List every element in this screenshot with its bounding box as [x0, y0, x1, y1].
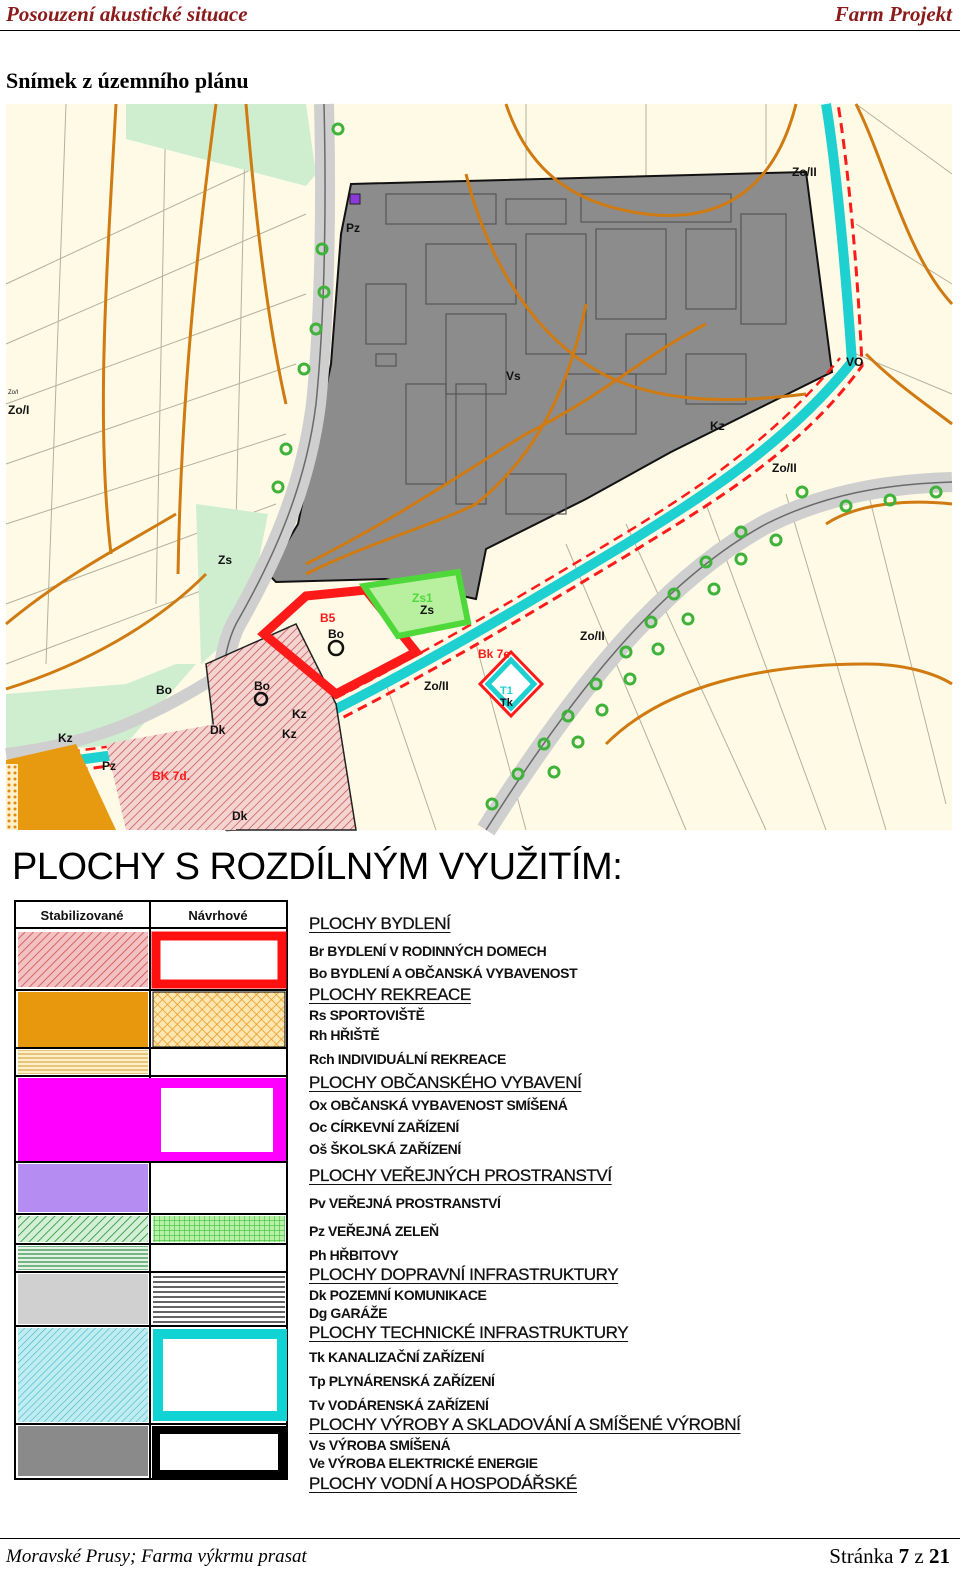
map-label: Zo/II: [792, 165, 817, 179]
zoning-map: [6, 104, 952, 830]
header-document-title: Posouzení akustické situace: [6, 2, 248, 26]
map-label: B5: [320, 611, 336, 625]
legend-category: PLOCHY VÝROBY A SKLADOVÁNÍ A SMÍŠENÉ VÝROBNÍ: [309, 1415, 741, 1434]
header-company-name: Farm Projekt: [834, 2, 952, 26]
map-label: Zo/II: [772, 461, 797, 475]
map-label: Vs: [506, 369, 521, 383]
map-label: Zo/I: [8, 390, 19, 396]
swatch-residential-proposed: [156, 936, 282, 984]
swatch-road-stab: [18, 1274, 148, 1324]
legend-item: Dk POZEMNÍ KOMUNIKACE: [309, 1287, 487, 1303]
swatch-technical-proposed: [158, 1334, 282, 1416]
map-label: Pz: [346, 221, 361, 235]
map-label: Kz: [710, 419, 725, 433]
footer-page-number: Stránka 7 z 21: [829, 1544, 950, 1568]
section-title: Snímek z územního plánu: [6, 68, 249, 93]
swatch-garage: [153, 1274, 285, 1324]
map-label: VO: [846, 355, 864, 369]
swatch-technical-stab: [18, 1328, 148, 1422]
legend-item: Oš ŠKOLSKÁ ZAŘÍZENÍ: [309, 1141, 461, 1157]
legend-item: Pz VEŘEJNÁ ZELEŇ: [309, 1223, 439, 1239]
map-label: Tk: [500, 697, 513, 709]
map-label: Bo: [254, 679, 270, 693]
legend-item: Dg GARÁŽE: [309, 1305, 388, 1321]
swatch-civic-proposed: [161, 1088, 273, 1152]
footer-rule: [0, 1538, 960, 1539]
legend-item: Vs VÝROBA SMÍŠENÁ: [309, 1437, 451, 1453]
legend-item: Oc CÍRKEVNÍ ZAŘÍZENÍ: [309, 1119, 459, 1135]
map-label: Kz: [282, 727, 297, 741]
swatch-production-proposed: [156, 1430, 282, 1474]
swatch-public-space: [18, 1164, 148, 1212]
map-label: Bo: [156, 683, 172, 697]
legend-column-proposed: Návrhové: [188, 908, 248, 923]
map-label: Zo/I: [8, 403, 30, 417]
swatch-public-green-stab: [18, 1216, 148, 1242]
legend-category: PLOCHY BYDLENÍ: [309, 914, 451, 933]
legend-item: Br BYDLENÍ V RODINNÝCH DOMECH: [309, 943, 547, 959]
swatch-residential-stab: [18, 932, 148, 987]
legend-column-stabilized: Stabilizované: [40, 908, 124, 923]
map-label: Bo: [328, 627, 344, 641]
map-label: Zs1: [412, 591, 433, 605]
legend-item: Tv VODÁRENSKÁ ZAŘÍZENÍ: [309, 1397, 489, 1413]
legend-item: Tp PLYNÁRENSKÁ ZAŘÍZENÍ: [309, 1373, 495, 1389]
legend-item: Tk KANALIZAČNÍ ZAŘÍZENÍ: [309, 1349, 485, 1365]
legend-item: Rch INDIVIDUÁLNÍ REKREACE: [309, 1051, 506, 1067]
legend-category: PLOCHY REKREACE: [309, 985, 471, 1004]
legend-item: Rh HŘIŠTĚ: [309, 1027, 380, 1043]
legend-category: PLOCHY DOPRAVNÍ INFRASTRUKTURY: [309, 1265, 619, 1284]
legend-item: Ph HŘBITOVY: [309, 1247, 399, 1263]
map-label: Zo/II: [424, 679, 449, 693]
swatch-recreation-proposed: [153, 992, 285, 1047]
swatch-recreation-stab: [18, 992, 148, 1047]
map-label: Dk: [210, 723, 226, 737]
map-label: Zs: [218, 553, 233, 567]
legend-item: Rs SPORTOVIŠTĚ: [309, 1007, 425, 1023]
header-rule: [0, 30, 960, 31]
swatch-public-green-proposed: [153, 1216, 285, 1242]
swatch-cemetery: [18, 1246, 148, 1270]
legend-category: PLOCHY TECHNICKÉ INFRASTRUKTURY: [309, 1323, 629, 1342]
map-label: T1: [500, 685, 513, 697]
map-label: Kz: [292, 707, 307, 721]
purple-marker: [350, 194, 360, 204]
footer-project: Moravské Prusy; Farma výkrmu prasat: [6, 1546, 307, 1567]
map-label: BK 7d.: [152, 769, 191, 783]
legend-swatch-table: [14, 900, 288, 1480]
legend-item: Ox OBČANSKÁ VYBAVENOST SMÍŠENÁ: [309, 1097, 568, 1113]
map-label: Pz: [102, 759, 117, 773]
legend-category: PLOCHY VODNÍ A HOSPODÁŘSKÉ: [309, 1474, 577, 1493]
map-label: Bk 7e: [478, 647, 511, 661]
legend-heading: PLOCHY S ROZDÍLNÝM VYUŽITÍM:: [12, 846, 623, 888]
swatch-individual-recreation: [18, 1050, 148, 1074]
map-label: Kz: [58, 731, 73, 745]
legend-category: PLOCHY OBČANSKÉHO VYBAVENÍ: [309, 1073, 582, 1092]
map-label: Dk: [232, 809, 248, 823]
legend-category: PLOCHY VEŘEJNÝCH PROSTRANSTVÍ: [309, 1166, 612, 1185]
map-label: Zs: [420, 603, 435, 617]
map-label: Zo/II: [580, 629, 605, 643]
swatch-production-stab: [18, 1426, 148, 1476]
legend-item: Ve VÝROBA ELEKTRICKÉ ENERGIE: [309, 1455, 538, 1471]
legend-item: Bo BYDLENÍ A OBČANSKÁ VYBAVENOST: [309, 965, 578, 981]
legend-item: Pv VEŘEJNÁ PROSTRANSTVÍ: [309, 1195, 501, 1211]
